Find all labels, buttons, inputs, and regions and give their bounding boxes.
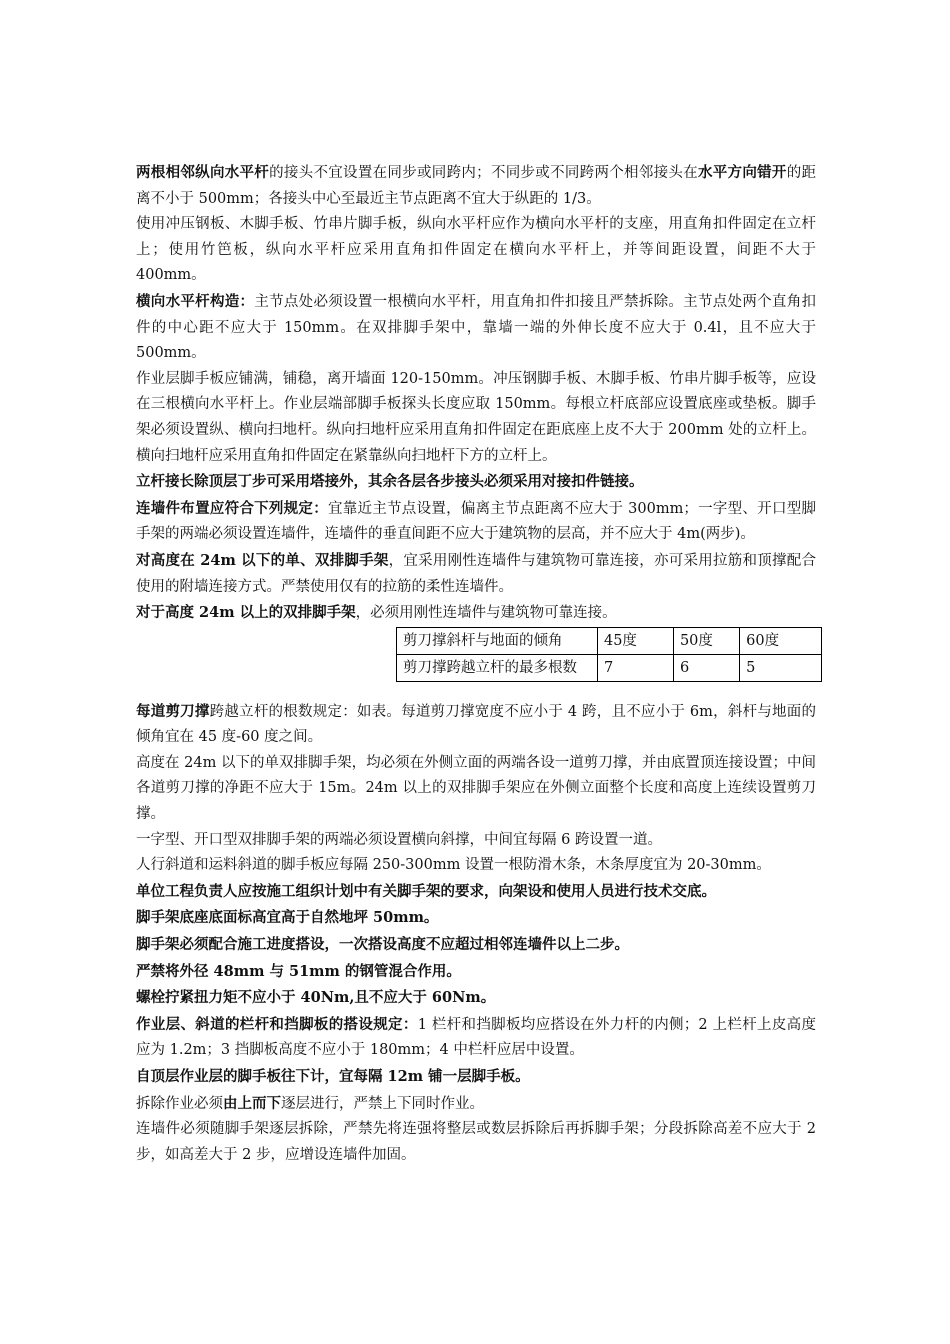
document-body bbox=[136, 160, 816, 1168]
paragraph bbox=[136, 699, 816, 751]
table-cell: 剪刀撑跨越立杆的最多根数 bbox=[397, 654, 598, 681]
bold-text: 脚手架必须配合施工进度搭设，一次搭设高度不应超过相邻连墙件以上二步。 bbox=[136, 936, 629, 954]
bold-text: 单位工程负责人应按施工组织计划中有关脚手架的要求，向架设和使用人员进行技术交底。 bbox=[136, 882, 716, 900]
text-run: ，必须用刚性连墙件与建筑物可靠连接。 bbox=[355, 605, 617, 622]
table-container bbox=[136, 627, 816, 699]
table-row bbox=[397, 654, 822, 681]
text-run: 跨越立杆的根数规定：如表。每道剪刀撑宽度不应小于 4 跨，且不应小于 6m，斜杆与地面的倾角宜在 45 度-60 度之间。 bbox=[136, 703, 816, 746]
table-cell: 5 bbox=[740, 654, 822, 681]
table-cell: 6 bbox=[673, 654, 739, 681]
text-run: 一字型、开口型双排脚手架的两端必须设置横向斜撑，中间宜每隔 6 跨设置一道。 bbox=[136, 831, 662, 848]
bold-text: 螺栓拧紧扭力矩不应小于 40Nm,且不应大于 60Nm。 bbox=[136, 989, 496, 1007]
bold-text: 严禁将外径 48mm 与 51mm 的钢管混合作用。 bbox=[136, 962, 461, 980]
paragraph bbox=[136, 1091, 816, 1118]
bold-text: 两根相邻纵向水平杆 bbox=[136, 164, 270, 181]
text-run: 宜靠近主节点设置，偏离主节点距离不应大于 300mm；一字型、开口型脚手架的两端必须设置连墙件，连墙件的垂直间距不应大于建筑物的层高，并不应大于 4m(两步)。 bbox=[136, 500, 816, 543]
text-run: 1 栏杆和挡脚板均应搭设在外力杆的内侧；2 上栏杆上皮高度应为 1.2m；3 挡脚板高度不应小于 180mm；4 中栏杆应居中设置。 bbox=[136, 1016, 816, 1059]
text-run: 拆除作业必须 bbox=[136, 1095, 223, 1112]
paragraph bbox=[136, 1012, 816, 1064]
table-row bbox=[397, 627, 822, 654]
table-cell: 45度 bbox=[597, 627, 673, 654]
table-cell: 剪刀撑斜杆与地面的倾角 bbox=[397, 627, 598, 654]
section-after-table bbox=[136, 699, 816, 1169]
text-run: ，宜采用刚性连墙件与建筑物可靠连接，亦可采用拉筋和顶撑配合使用的附墙连接方式。严禁使用仅有的拉筋的柔性连墙件。 bbox=[136, 552, 816, 595]
text-run: 高度在 24m 以下的单双排脚手架，均必须在外侧立面的两端各设一道剪刀撑，并由底置顶连接设置；中间各道剪刀撑的净距不应大于 15m。24m 以上的双排脚手架应在外侧立面整个长度和高度上连续设置剪刀撑。 bbox=[136, 754, 816, 823]
paragraph bbox=[136, 367, 816, 469]
paragraph bbox=[136, 289, 816, 367]
bold-text: 自顶层作业层的脚手板往下计，宜每隔 12m 铺一层脚手板。 bbox=[136, 1068, 530, 1085]
paragraph bbox=[136, 600, 816, 627]
paragraph bbox=[136, 985, 816, 1012]
bold-text: 作业层、斜道的栏杆和挡脚板的搭设规定： bbox=[136, 1015, 418, 1033]
paragraph bbox=[136, 212, 816, 289]
scissor-brace-table bbox=[396, 627, 822, 682]
text-run: 作业层脚手板应铺满，铺稳，离开墙面 120-150mm。冲压钢脚手板、木脚手板、竹串片脚手板等，应设在三根横向水平杆上。作业层端部脚手板探头长度应取 150mm。每根立杆底部应设置底座或垫板。脚手架必须设置纵、横向扫地杆。纵向扫地杆应采用直角扣件固定在距底座上皮不大于 200mm 处的立杆上。横向扫地杆应采用直角扣件固定在紧靠纵向扫地杆下方的立杆上。 bbox=[136, 370, 816, 464]
bold-text: 连墙件布置应符合下列规定： bbox=[136, 499, 328, 517]
bold-text: 立杆接长除顶层丁步可采用塔接外，其余各层各步接头必须采用对接扣件链接。 bbox=[136, 473, 644, 491]
paragraph bbox=[136, 932, 816, 959]
text-run: 主节点处必须设置一根横向水平杆，用直角扣件扣接且严禁拆除。主节点处两个直角扣件的中心距不应大于 150mm。在双排脚手架中，靠墙一端的外伸长度不应大于 0.4l，且不应大于 500mm。 bbox=[136, 293, 816, 362]
bold-text: 每道剪刀撑 bbox=[136, 702, 210, 720]
paragraph bbox=[136, 959, 816, 986]
paragraph bbox=[136, 751, 816, 828]
table-cell: 60度 bbox=[740, 627, 822, 654]
paragraph bbox=[136, 548, 816, 600]
text-run: 的距离不小于 500mm；各接头中心至最近主节点距离不宜大于纵距的 1/3。 bbox=[136, 165, 817, 207]
bold-text: 对于高度 24m 以上的双排脚手架 bbox=[136, 604, 356, 622]
paragraph bbox=[136, 905, 816, 932]
bold-text: 横向水平杆构造： bbox=[136, 292, 255, 310]
text-run: 连墙件必须随脚手架逐层拆除，严禁先将连强将整层或数层拆除后再拆脚手架；分段拆除高差不应大于 2 步，如高差大于 2 步，应增设连墙件加固。 bbox=[136, 1121, 816, 1163]
paragraph bbox=[136, 496, 816, 548]
paragraph bbox=[136, 853, 816, 879]
bold-text: 由上而下 bbox=[223, 1094, 281, 1112]
paragraph bbox=[136, 1117, 816, 1168]
paragraph bbox=[136, 828, 816, 854]
table-cell: 7 bbox=[597, 654, 673, 681]
text-run: 使用冲压钢板、木脚手板、竹串片脚手板，纵向水平杆应作为横向水平杆的支座，用直角扣件固定在立杆上；使用竹笆板，纵向水平杆应采用直角扣件固定在横向水平杆上，并等间距设置，间距不大于 400mm。 bbox=[136, 216, 816, 284]
bold-text: 对高度在 24m 以下的单、双排脚手架 bbox=[136, 551, 389, 569]
bold-text: 水平方向错开 bbox=[697, 164, 787, 181]
section-before-table bbox=[136, 160, 816, 627]
text-run: 的接头不宜设置在同步或同跨内；不同步或不同跨两个相邻接头在 bbox=[269, 165, 698, 181]
text-run: 人行斜道和运料斜道的脚手板应每隔 250-300mm 设置一根防滑木条，木条厚度宜为 20-30mm。 bbox=[136, 857, 771, 874]
paragraph bbox=[136, 160, 816, 212]
table-cell: 50度 bbox=[673, 627, 739, 654]
bold-text: 脚手架底座底面标高宜高于自然地坪 50mm。 bbox=[136, 909, 439, 927]
paragraph bbox=[136, 879, 816, 906]
text-run: 逐层进行，严禁上下同时作业。 bbox=[281, 1095, 484, 1112]
paragraph bbox=[136, 469, 816, 496]
paragraph bbox=[136, 1064, 816, 1091]
